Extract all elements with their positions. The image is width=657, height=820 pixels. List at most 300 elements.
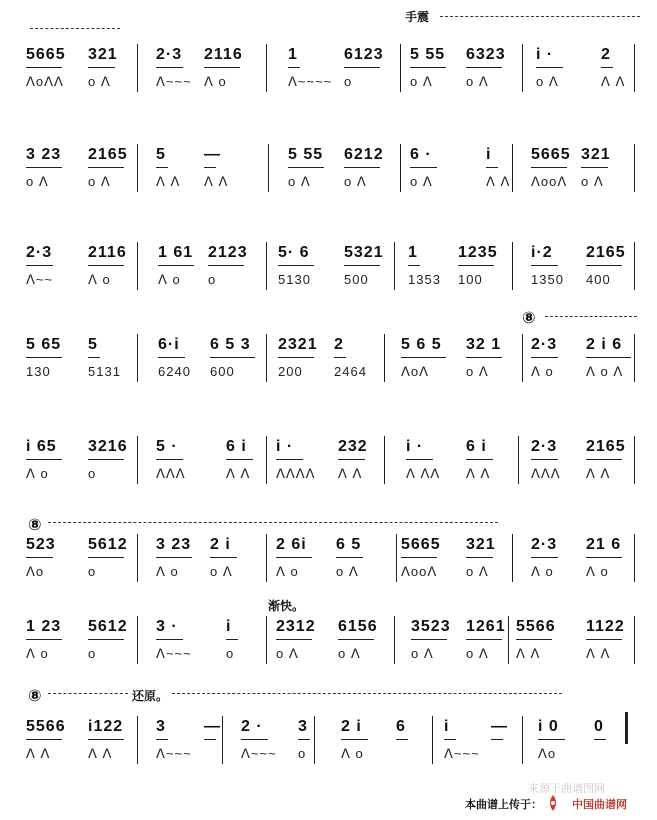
note-group: 1 (408, 244, 418, 261)
fingering-mark: 5130 (278, 272, 311, 287)
note-group: 3216 (88, 438, 128, 455)
beam-line (586, 639, 622, 640)
fingering-mark: ᐱ~~~ (156, 646, 192, 661)
restore-mark: 还原。 (132, 689, 169, 703)
beam-line (204, 167, 216, 168)
barline (634, 144, 635, 192)
fingering-mark: ᐱ~~~ (156, 746, 192, 761)
beam-line (338, 639, 374, 640)
note-group: 5566 (516, 618, 556, 635)
note-group: 6 i (226, 438, 247, 455)
repeat-dash (30, 28, 120, 29)
fingering-mark: ᐱ o (26, 466, 49, 481)
score-row-1 (22, 40, 637, 100)
note-group: 5 55 (288, 146, 324, 163)
beam-line (531, 459, 558, 460)
barline (512, 534, 513, 582)
beam-line (158, 357, 185, 358)
final-barline (625, 712, 628, 744)
fingering-mark: 600 (210, 364, 235, 379)
beam-line (458, 265, 494, 266)
barline (137, 334, 138, 382)
fingering-mark: ᐱ o (26, 646, 49, 661)
fingering-mark: ᐱ ᐱ (586, 466, 611, 481)
beam-line (586, 357, 631, 358)
fingering-mark: ᐱ ᐱ (204, 174, 229, 189)
note-group: 3 (298, 718, 308, 735)
fingering-mark: o ᐱ (410, 74, 433, 89)
beam-line (531, 167, 567, 168)
fingering-mark: ᐱ ᐱ (26, 746, 51, 761)
accel-mark: 渐快。 (268, 599, 305, 613)
fingering-mark: o ᐱ (88, 174, 111, 189)
note-group: 321 (466, 536, 496, 553)
segno-dash-3a (48, 693, 128, 694)
barline (634, 436, 635, 484)
beam-line (204, 67, 240, 68)
note-group: 2·3 (26, 244, 53, 261)
barline (518, 436, 519, 484)
fingering-mark: ᐱ ᐱ (156, 174, 181, 189)
beam-line (88, 67, 115, 68)
fingering-mark: 1350 (531, 272, 564, 287)
segno-mark-1: ⑧ (522, 310, 536, 327)
note-group: 2165 (88, 146, 128, 163)
beam-line (516, 639, 552, 640)
beam-line (594, 739, 606, 740)
beam-line (586, 265, 622, 266)
barline (634, 616, 635, 664)
fingering-mark: o (226, 646, 235, 661)
fingering-mark: o ᐱ (26, 174, 49, 189)
barline (266, 334, 267, 382)
note-group: 321 (88, 46, 118, 63)
beam-line (26, 639, 62, 640)
note-group: 2321 (278, 336, 318, 353)
note-group: 5665 (401, 536, 441, 553)
note-group: 5321 (344, 244, 384, 261)
note-group: 5 55 (410, 46, 446, 63)
segno-mark-2: ⑧ (28, 517, 42, 534)
barline (522, 716, 523, 764)
fingering-mark: ᐱ o (531, 564, 554, 579)
score-row-3 (22, 238, 637, 298)
beam-line (466, 357, 502, 358)
fingering-mark: o ᐱ (536, 74, 559, 89)
fingering-mark: ᐱ~~~ (156, 74, 192, 89)
barline (634, 334, 635, 382)
fingering-mark: ᐱᐱᐱ (156, 466, 186, 481)
beam-line (288, 67, 300, 68)
fingering-mark: o ᐱ (466, 74, 489, 89)
note-group: 0 (594, 718, 604, 735)
fingering-mark: ᐱ ᐱ (466, 466, 491, 481)
note-group: 6123 (344, 46, 384, 63)
beam-line (298, 739, 310, 740)
barline (266, 242, 267, 290)
note-group: 3 · (156, 618, 178, 635)
note-group: i·2 (531, 244, 553, 261)
note-group: 2165 (586, 438, 626, 455)
note-group: 6156 (338, 618, 378, 635)
beam-line (466, 67, 502, 68)
barline (396, 534, 397, 582)
barline (314, 716, 315, 764)
note-group: 2 (601, 46, 611, 63)
beam-line (531, 265, 558, 266)
note-group: 2 6i (276, 536, 307, 553)
barline (266, 436, 267, 484)
fingering-mark: ᐱ ᐱ (601, 74, 626, 89)
fingering-mark: ᐱ o (341, 746, 364, 761)
barline (137, 242, 138, 290)
beam-line (156, 167, 168, 168)
fingering-mark: o ᐱ (336, 564, 359, 579)
score-row-4 (22, 330, 637, 390)
site-name: 中国曲谱网 (572, 799, 627, 811)
beam-line (156, 67, 183, 68)
beam-line (581, 167, 608, 168)
note-group: 32 1 (466, 336, 502, 353)
fingering-mark: ᐱ ᐱ (486, 174, 511, 189)
barline (137, 534, 138, 582)
note-group: 2 (334, 336, 344, 353)
note-group: 3 23 (26, 146, 62, 163)
fingering-mark: ᐱoᐱᐱ (26, 74, 64, 89)
barline (512, 144, 513, 192)
beam-line (226, 639, 238, 640)
beam-line (88, 459, 124, 460)
note-group: i (486, 146, 492, 163)
note-group: 6 i (466, 438, 487, 455)
note-group: 232 (338, 438, 368, 455)
beam-line (278, 357, 314, 358)
fingering-mark: 1353 (408, 272, 441, 287)
fingering-mark: o ᐱ (411, 646, 434, 661)
note-group: 6 (396, 718, 406, 735)
fingering-mark: 400 (586, 272, 611, 287)
fingering-mark: 500 (344, 272, 369, 287)
barline (634, 44, 635, 92)
note-group: 6 5 3 (210, 336, 251, 353)
beam-line (210, 557, 237, 558)
beam-line (26, 557, 53, 558)
note-group: i122 (88, 718, 124, 735)
beam-line (344, 265, 380, 266)
note-group: 1 23 (26, 618, 62, 635)
barline (266, 534, 267, 582)
score-row-6 (22, 530, 637, 590)
fingering-mark: ᐱ o (156, 564, 179, 579)
beam-line (88, 167, 124, 168)
note-group: 5612 (88, 536, 128, 553)
beam-line (88, 357, 100, 358)
beam-line (401, 557, 437, 558)
note-group: 5665 (531, 146, 571, 163)
note-group: 5· 6 (278, 244, 310, 261)
fingering-mark: 200 (278, 364, 303, 379)
barline (400, 44, 401, 92)
note-group: 2 i (341, 718, 362, 735)
beam-line (88, 639, 124, 640)
fingering-mark: 100 (458, 272, 483, 287)
beam-line (466, 639, 502, 640)
note-group: i (444, 718, 450, 735)
beam-line (156, 459, 183, 460)
barline (384, 436, 385, 484)
note-group: 5 (88, 336, 98, 353)
note-group: 5566 (26, 718, 66, 735)
beam-line (466, 557, 493, 558)
beam-line (241, 739, 268, 740)
fingering-mark: ᐱ o ᐱ (586, 364, 624, 379)
fingering-mark: o ᐱ (338, 646, 361, 661)
note-group: — (204, 146, 221, 163)
beam-line (334, 357, 346, 358)
fingering-mark: o ᐱ (276, 646, 299, 661)
fingering-mark: ᐱ o (531, 364, 554, 379)
beam-line (26, 167, 62, 168)
segno-dash-3b (172, 693, 562, 694)
barline (137, 616, 138, 664)
beam-line (210, 357, 255, 358)
beam-line (26, 265, 53, 266)
beam-line (208, 265, 244, 266)
note-group: 2116 (88, 244, 127, 261)
note-group: 2 i 6 (586, 336, 623, 353)
beam-line (410, 167, 437, 168)
beam-line (586, 459, 622, 460)
barline (137, 436, 138, 484)
barline (432, 716, 433, 764)
barline (384, 334, 385, 382)
beam-line (88, 265, 124, 266)
note-group: 523 (26, 536, 56, 553)
beam-line (204, 739, 216, 740)
barline (400, 144, 401, 192)
note-group: 1122 (586, 618, 625, 635)
fingering-mark: ᐱo (538, 746, 557, 761)
fingering-mark: o ᐱ (581, 174, 604, 189)
beam-line (158, 265, 194, 266)
note-group: 2·3 (531, 438, 558, 455)
beam-line (26, 459, 62, 460)
beam-line (406, 459, 433, 460)
beam-line (336, 557, 363, 558)
fingering-mark: ᐱ~~ (26, 272, 54, 287)
fingering-mark: o (344, 74, 353, 89)
fingering-mark: ᐱ o (88, 272, 111, 287)
fingering-mark: o ᐱ (288, 174, 311, 189)
fingering-mark: o ᐱ (88, 74, 111, 89)
fingering-mark: ᐱ ᐱ (586, 646, 611, 661)
fingering-mark: o ᐱ (210, 564, 233, 579)
barline (394, 242, 395, 290)
score-row-7 (22, 612, 637, 672)
fingering-mark: 6240 (158, 364, 191, 379)
barline (222, 716, 223, 764)
fingering-mark: ᐱ ᐱᐱ (406, 466, 441, 481)
note-group: 5 (156, 146, 166, 163)
note-group: i 0 (538, 718, 559, 735)
beam-line (410, 67, 446, 68)
fingering-mark: ᐱooᐱ (531, 174, 568, 189)
barline (634, 242, 635, 290)
note-group: i (226, 618, 232, 635)
beam-line (338, 459, 365, 460)
barline (137, 144, 138, 192)
beam-line (288, 167, 324, 168)
note-group: 5 65 (26, 336, 62, 353)
note-group: 21 6 (586, 536, 622, 553)
fingering-mark: ᐱooᐱ (401, 564, 438, 579)
beam-line (408, 265, 420, 266)
fingering-mark: o ᐱ (410, 174, 433, 189)
fingering-mark: 5131 (88, 364, 121, 379)
fingering-mark: o ᐱ (466, 564, 489, 579)
fingering-mark: o ᐱ (466, 646, 489, 661)
fingering-mark: ᐱ o (276, 564, 299, 579)
note-group: 2 · (241, 718, 263, 735)
note-group: 6·i (158, 336, 180, 353)
note-group: 2165 (586, 244, 626, 261)
barline (137, 44, 138, 92)
fingering-mark: ᐱᐱᐱᐱ (276, 466, 316, 481)
segno-mark-3: ⑧ (28, 688, 42, 705)
beam-line (276, 557, 312, 558)
note-group: — (491, 718, 508, 735)
score-row-2 (22, 140, 637, 200)
beam-line (536, 67, 563, 68)
fingering-mark: ᐱo (26, 564, 45, 579)
beam-line (278, 265, 314, 266)
beam-line (344, 167, 380, 168)
beam-line (401, 357, 446, 358)
note-group: 1 61 (158, 244, 194, 261)
fingering-mark: ᐱoᐱ (401, 364, 430, 379)
fingering-mark: ᐱ o (586, 564, 609, 579)
beam-line (26, 67, 62, 68)
beam-line (226, 459, 253, 460)
beam-line (156, 639, 183, 640)
fingering-mark: ᐱ~~~ (241, 746, 277, 761)
note-group: 6323 (466, 46, 506, 63)
note-group: 2 i (210, 536, 231, 553)
fingering-mark: ᐱ~~~ (444, 746, 480, 761)
fingering-mark: ᐱ ᐱ (338, 466, 363, 481)
note-group: 1261 (466, 618, 506, 635)
note-group: 2·3 (156, 46, 183, 63)
note-group: 3 23 (156, 536, 192, 553)
fingering-mark: o (88, 646, 97, 661)
score-row-8 (22, 712, 637, 772)
beam-line (344, 67, 380, 68)
note-group: 6 5 (336, 536, 362, 553)
segno-dash-1 (545, 316, 637, 317)
note-group: 3523 (411, 618, 451, 635)
note-group: 2·3 (531, 536, 558, 553)
note-group: 2·3 (531, 336, 558, 353)
barline (512, 242, 513, 290)
beam-line (26, 357, 62, 358)
upload-text: 本曲谱上传于： (465, 799, 542, 811)
note-group: 5 · (156, 438, 178, 455)
fingering-mark: ᐱ ᐱ (516, 646, 541, 661)
beam-line (88, 739, 124, 740)
beam-line (486, 167, 498, 168)
beam-line (276, 459, 303, 460)
fingering-mark: 2464 (334, 364, 367, 379)
note-group: 1 (288, 46, 298, 63)
fingering-mark: ᐱ ᐱ (88, 746, 113, 761)
barline (522, 334, 523, 382)
beam-line (531, 557, 558, 558)
tremolo-mark: 手震 (405, 10, 430, 24)
note-group: i · (276, 438, 294, 455)
barline (266, 616, 267, 664)
note-group: 5 6 5 (401, 336, 442, 353)
beam-line (411, 639, 447, 640)
beam-line (88, 557, 124, 558)
beam-line (156, 557, 192, 558)
note-group: 2116 (204, 46, 243, 63)
fingering-mark: 130 (26, 364, 51, 379)
beam-line (156, 739, 168, 740)
barline (266, 44, 267, 92)
beam-line (341, 739, 368, 740)
beam-line (466, 459, 493, 460)
beam-line (531, 357, 558, 358)
fingering-mark: o ᐱ (466, 364, 489, 379)
beam-line (396, 739, 408, 740)
beam-line (491, 739, 503, 740)
note-group: 6212 (344, 146, 384, 163)
barline (522, 44, 523, 92)
beam-line (276, 639, 312, 640)
fingering-mark: ᐱ o (158, 272, 181, 287)
note-group: 6 · (410, 146, 432, 163)
note-group: 321 (581, 146, 611, 163)
barline (268, 144, 269, 192)
note-group: 2312 (276, 618, 316, 635)
fingering-mark: o (88, 466, 97, 481)
score-row-5 (22, 432, 637, 492)
note-group: 1235 (458, 244, 498, 261)
fingering-mark: ᐱ o (204, 74, 227, 89)
beam-line (601, 67, 613, 68)
fingering-mark: ᐱ~~~~ (288, 74, 333, 89)
fingering-mark: o (298, 746, 307, 761)
beam-line (538, 739, 565, 740)
note-group: i · (406, 438, 424, 455)
note-group: 5665 (26, 46, 66, 63)
fingering-mark: ᐱᐱᐱ (531, 466, 561, 481)
note-group: — (204, 718, 221, 735)
barline (508, 616, 509, 664)
note-group: 3 (156, 718, 166, 735)
fingering-mark: ᐱ ᐱ (226, 466, 251, 481)
barline (137, 716, 138, 764)
note-group: i · (536, 46, 554, 63)
note-group: 2123 (208, 244, 248, 261)
fingering-mark: o (88, 564, 97, 579)
barline (394, 616, 395, 664)
tremolo-dash (440, 16, 640, 17)
fingering-mark: o ᐱ (344, 174, 367, 189)
note-group: 5612 (88, 618, 128, 635)
fingering-mark: o (208, 272, 217, 287)
beam-line (444, 739, 456, 740)
